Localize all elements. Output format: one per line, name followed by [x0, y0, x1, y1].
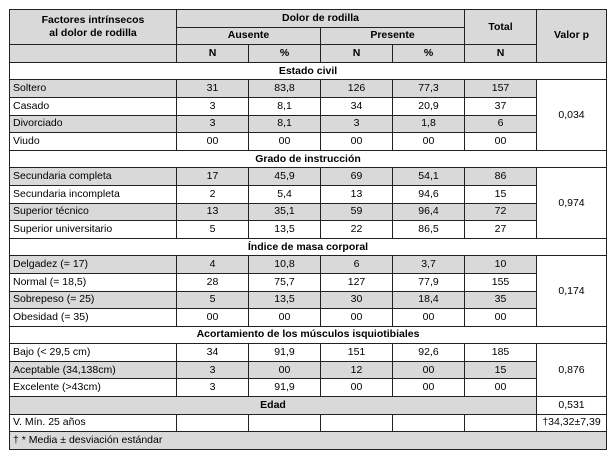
cell-total: 27: [465, 221, 537, 239]
cell-n-absent: 3: [177, 379, 249, 397]
empty-cell: [465, 414, 537, 432]
total-header: Total: [465, 10, 537, 45]
row-label: Aceptable (34,138cm): [10, 361, 177, 379]
cell-pct-present: 96,4: [393, 203, 465, 221]
cell-pct-absent: 91,9: [249, 344, 321, 362]
table-row: [10, 133, 607, 151]
cell-n-present: 34: [321, 97, 393, 115]
cell-pct-present: 3,7: [393, 256, 465, 274]
cell-pct-present: 20,9: [393, 97, 465, 115]
row-label: Superior técnico: [10, 203, 177, 221]
table-row: [10, 97, 607, 115]
cell-pct-absent: 5,4: [249, 185, 321, 203]
cell-pct-absent: 8,1: [249, 97, 321, 115]
section-header-row: [10, 238, 607, 256]
factors-header: [10, 10, 177, 45]
edad-header-row: [10, 397, 607, 415]
cell-n-absent: 3: [177, 361, 249, 379]
cell-n-present: 00: [321, 309, 393, 327]
pvalue-cell: 0,974: [537, 168, 607, 238]
cell-n-absent: 3: [177, 115, 249, 133]
pvalue-cell: 0,034: [537, 80, 607, 150]
cell-n-present: 69: [321, 168, 393, 186]
factors-header-line2: al dolor de rodilla: [49, 27, 137, 40]
cell-n-present: 127: [321, 273, 393, 291]
cell-pct-absent: 83,8: [249, 80, 321, 98]
cell-pct-absent: 45,9: [249, 168, 321, 186]
cell-total: 86: [465, 168, 537, 186]
subheader-n-absent: N: [177, 45, 249, 63]
cell-pct-absent: 13,5: [249, 221, 321, 239]
cell-n-present: 22: [321, 221, 393, 239]
cell-total: 10: [465, 256, 537, 274]
edad-row-label: V. Mín. 25 años: [10, 414, 177, 432]
row-label: Excelente (>43cm): [10, 379, 177, 397]
cell-n-absent: 00: [177, 309, 249, 327]
subheader-n-present: N: [321, 45, 393, 63]
table-row: [10, 185, 607, 203]
row-label: Secundaria incompleta: [10, 185, 177, 203]
section-header-row: [10, 326, 607, 344]
cell-pct-absent: 75,7: [249, 273, 321, 291]
cell-n-absent: 31: [177, 80, 249, 98]
cell-pct-absent: 91,9: [249, 379, 321, 397]
subheader-pct-absent: %: [249, 45, 321, 63]
cell-n-absent: 13: [177, 203, 249, 221]
subheader-pct-present: %: [393, 45, 465, 63]
row-label: Casado: [10, 97, 177, 115]
table-row: [10, 291, 607, 309]
cell-n-absent: 17: [177, 168, 249, 186]
section-title: Estado civil: [10, 62, 607, 80]
edad-pvalue: 0,531: [537, 397, 607, 415]
cell-pct-absent: 00: [249, 133, 321, 151]
cell-n-present: 13: [321, 185, 393, 203]
cell-n-present: 00: [321, 379, 393, 397]
cell-total: 157: [465, 80, 537, 98]
row-label: Divorciado: [10, 115, 177, 133]
cell-total: 72: [465, 203, 537, 221]
cell-pct-absent: 8,1: [249, 115, 321, 133]
cell-pct-absent: 00: [249, 309, 321, 327]
cell-n-present: 59: [321, 203, 393, 221]
table-row: [10, 379, 607, 397]
cell-total: 155: [465, 273, 537, 291]
cell-pct-present: 86,5: [393, 221, 465, 239]
row-label: Delgadez (= 17): [10, 256, 177, 274]
cell-n-present: 30: [321, 291, 393, 309]
empty-cell: [321, 414, 393, 432]
row-label: Bajo (< 29,5 cm): [10, 344, 177, 362]
cell-pct-present: 1,8: [393, 115, 465, 133]
cell-total: 15: [465, 185, 537, 203]
edad-title: Edad: [10, 397, 537, 415]
cell-pct-present: 54,1: [393, 168, 465, 186]
results-table-container: [9, 9, 606, 450]
cell-n-present: 3: [321, 115, 393, 133]
row-label: Viudo: [10, 133, 177, 151]
table-row: [10, 344, 607, 362]
table-row: [10, 80, 607, 98]
footnote: † * Media ± desviación estándar: [10, 432, 607, 450]
empty-cell: [177, 414, 249, 432]
row-label: Secundaria completa: [10, 168, 177, 186]
knee-pain-factors-table: [9, 9, 607, 450]
cell-total: 35: [465, 291, 537, 309]
cell-pct-present: 00: [393, 379, 465, 397]
cell-n-present: 151: [321, 344, 393, 362]
edad-row: [10, 414, 607, 432]
cell-n-absent: 3: [177, 97, 249, 115]
empty-cell: [393, 414, 465, 432]
empty-cell: [249, 414, 321, 432]
row-label: Superior universitario: [10, 221, 177, 239]
edad-mean-sd: †34,32±7,39: [537, 414, 607, 432]
pvalue-header: Valor p: [537, 10, 607, 63]
subheader-n-total: N: [465, 45, 537, 63]
cell-pct-absent: 10,8: [249, 256, 321, 274]
table-row: [10, 309, 607, 327]
cell-n-present: 6: [321, 256, 393, 274]
section-title: Acortamiento de los músculos isquiotibiales: [10, 326, 607, 344]
cell-n-present: 126: [321, 80, 393, 98]
cell-total: 00: [465, 133, 537, 151]
row-label: Soltero: [10, 80, 177, 98]
table-row: [10, 273, 607, 291]
section-header-row: [10, 62, 607, 80]
factors-header-line1: Factores intrínsecos: [41, 14, 145, 27]
knee-pain-group-header: Dolor de rodilla: [177, 10, 465, 28]
table-row: [10, 203, 607, 221]
table-row: [10, 221, 607, 239]
cell-pct-present: 77,9: [393, 273, 465, 291]
cell-pct-absent: 00: [249, 361, 321, 379]
cell-n-absent: 00: [177, 133, 249, 151]
cell-total: 6: [465, 115, 537, 133]
cell-total: 15: [465, 361, 537, 379]
cell-n-absent: 34: [177, 344, 249, 362]
absent-header: Ausente: [177, 27, 321, 45]
cell-total: 185: [465, 344, 537, 362]
cell-n-absent: 5: [177, 221, 249, 239]
header-row-3: [10, 45, 607, 63]
present-header: Presente: [321, 27, 465, 45]
header-row-1: [10, 10, 607, 28]
row-label: Normal (= 18,5): [10, 273, 177, 291]
cell-pct-absent: 13,5: [249, 291, 321, 309]
footnote-row: [10, 432, 607, 450]
blank-subheader: [10, 45, 177, 63]
section-title: Grado de instrucción: [10, 150, 607, 168]
cell-pct-present: 77,3: [393, 80, 465, 98]
cell-pct-present: 94,6: [393, 185, 465, 203]
cell-total: 00: [465, 379, 537, 397]
table-row: [10, 361, 607, 379]
cell-pct-present: 92,6: [393, 344, 465, 362]
pvalue-cell: 0,876: [537, 344, 607, 397]
table-row: [10, 115, 607, 133]
row-label: Obesidad (= 35): [10, 309, 177, 327]
cell-pct-present: 00: [393, 309, 465, 327]
cell-n-present: 00: [321, 133, 393, 151]
pvalue-cell: 0,174: [537, 256, 607, 326]
cell-pct-present: 00: [393, 133, 465, 151]
cell-n-absent: 5: [177, 291, 249, 309]
cell-n-absent: 2: [177, 185, 249, 203]
cell-n-absent: 28: [177, 273, 249, 291]
table-row: [10, 168, 607, 186]
cell-pct-present: 18,4: [393, 291, 465, 309]
section-header-row: [10, 150, 607, 168]
table-row: [10, 256, 607, 274]
cell-total: 00: [465, 309, 537, 327]
cell-total: 37: [465, 97, 537, 115]
cell-pct-present: 00: [393, 361, 465, 379]
cell-n-present: 12: [321, 361, 393, 379]
cell-n-absent: 4: [177, 256, 249, 274]
row-label: Sobrepeso (= 25): [10, 291, 177, 309]
section-title: Índice de masa corporal: [10, 238, 607, 256]
cell-pct-absent: 35,1: [249, 203, 321, 221]
